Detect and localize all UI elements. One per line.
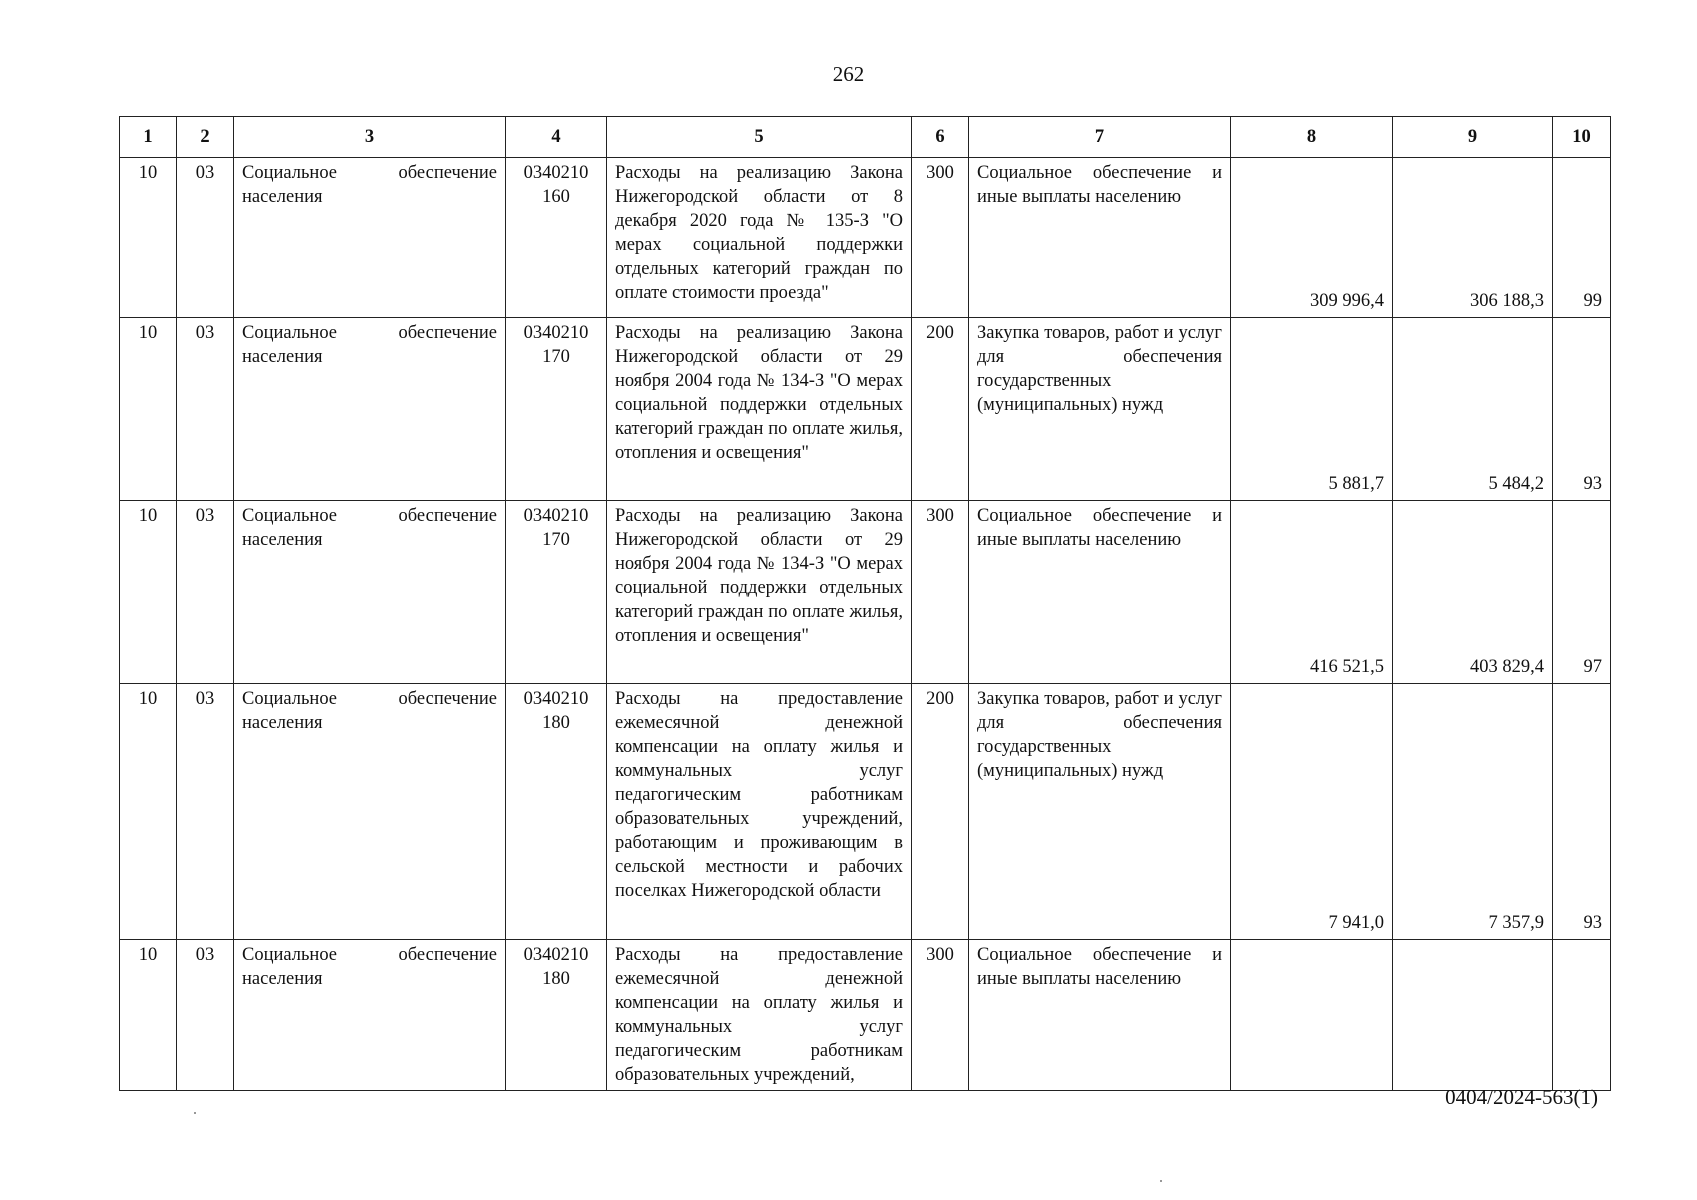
cell-text: Социальное [242,506,338,526]
cell-subsection-name [234,501,506,684]
cell-target-name: Расходы на предоставление ежемесячной денежной компенсации на оплату жилья и коммунальных услуг педагогическим работникам образовательных учреждений, [607,940,912,1091]
table-row [120,158,1611,318]
cell-subsection: 03 [177,940,234,1091]
cell-subsection-name [234,684,506,940]
cell-expense-name: Закупка товаров, работ и услуг для обеспечения государственных (муниципальных) нужд [969,684,1231,940]
column-header-6: 6 [912,117,969,158]
cell-section: 10 [120,318,177,501]
cell-target-name: Расходы на реализацию Закона Нижегородской области от 29 ноября 2004 года № 134-З "О мерах социальной поддержки отдельных категорий граждан по оплате жилья, отопления и освещения" [607,501,912,684]
cell-text: Социальное [242,323,338,343]
cell-text: населения [242,530,323,550]
cell-section: 10 [120,684,177,940]
cell-text: населения [242,187,323,207]
column-header-8: 8 [1231,117,1393,158]
cell-subsection: 03 [177,318,234,501]
cell-planned-amount: 309 996,4 [1231,158,1393,318]
cell-expense-code: 300 [912,501,969,684]
cell-text: Социальное [242,945,338,965]
cell-expense-name: Социальное обеспечение и иные выплаты населению [969,501,1231,684]
cell-target-name: Расходы на реализацию Закона Нижегородской области от 29 ноября 2004 года № 134-З "О мерах социальной поддержки отдельных категорий граждан по оплате жилья, отопления и освещения" [607,318,912,501]
cell-percent [1553,940,1611,1091]
cell-target-code [506,158,607,318]
cell-section: 10 [120,158,177,318]
cell-actual-amount: 306 188,3 [1393,158,1553,318]
cell-subsection-name [234,158,506,318]
column-header-9: 9 [1393,117,1553,158]
table-header-row [120,117,1611,158]
cell-target-code [506,684,607,940]
table-row [120,501,1611,684]
table-body [120,158,1611,1091]
cell-text: обеспечение [398,689,497,709]
cell-section: 10 [120,940,177,1091]
cell-target-name: Расходы на реализацию Закона Нижегородской области от 8 декабря 2020 года № 135-З "О мерах социальной поддержки отдельных категорий граждан по оплате стоимости проезда" [607,158,912,318]
table-row [120,684,1611,940]
cell-text: 180 [542,713,570,733]
column-header-2: 2 [177,117,234,158]
cell-expense-name: Закупка товаров, работ и услуг для обеспечения государственных (муниципальных) нужд [969,318,1231,501]
cell-text: обеспечение [398,323,497,343]
cell-target-code [506,501,607,684]
cell-text: Социальное [242,163,338,183]
column-header-5: 5 [607,117,912,158]
cell-percent: 97 [1553,501,1611,684]
column-header-1: 1 [120,117,177,158]
cell-subsection: 03 [177,684,234,940]
cell-subsection-name [234,940,506,1091]
budget-table [119,116,1611,1091]
cell-actual-amount: 403 829,4 [1393,501,1553,684]
cell-expense-code: 300 [912,158,969,318]
cell-expense-code: 200 [912,684,969,940]
cell-percent: 93 [1553,318,1611,501]
cell-text: 0340210 [523,163,589,183]
cell-target-code [506,318,607,501]
cell-text: обеспечение [398,163,497,183]
cell-target-name: Расходы на предоставление ежемесячной денежной компенсации на оплату жилья и коммунальных услуг педагогическим работникам образовательных учреждений, работающим и проживающим в сельской местности и рабочих поселках Нижегородской области [607,684,912,940]
column-header-10: 10 [1553,117,1611,158]
cell-expense-code: 200 [912,318,969,501]
cell-planned-amount: 416 521,5 [1231,501,1393,684]
cell-text: 0340210 [523,945,589,965]
cell-text: населения [242,969,323,989]
column-header-4: 4 [506,117,607,158]
cell-planned-amount: 7 941,0 [1231,684,1393,940]
scan-speck [1160,1180,1162,1182]
cell-subsection-name [234,318,506,501]
cell-actual-amount: 5 484,2 [1393,318,1553,501]
cell-percent: 93 [1553,684,1611,940]
cell-text: населения [242,347,323,367]
cell-text: Социальное [242,689,338,709]
cell-text: 0340210 [523,689,589,709]
cell-expense-code: 300 [912,940,969,1091]
table-row [120,940,1611,1091]
cell-text: обеспечение [398,945,497,965]
cell-subsection: 03 [177,158,234,318]
cell-planned-amount [1231,940,1393,1091]
cell-percent: 99 [1553,158,1611,318]
cell-text: 180 [542,969,570,989]
cell-text: обеспечение [398,506,497,526]
cell-expense-name: Социальное обеспечение и иные выплаты населению [969,940,1231,1091]
page-number: 262 [832,62,865,86]
cell-planned-amount: 5 881,7 [1231,318,1393,501]
cell-text: 160 [542,187,570,207]
scan-speck [194,1112,196,1114]
column-header-3: 3 [234,117,506,158]
cell-actual-amount [1393,940,1553,1091]
cell-text: населения [242,713,323,733]
document-code: 0404/2024-563(1) [1445,1085,1598,1109]
table-row [120,318,1611,501]
cell-text: 170 [542,530,570,550]
cell-text: 170 [542,347,570,367]
cell-target-code [506,940,607,1091]
cell-expense-name: Социальное обеспечение и иные выплаты населению [969,158,1231,318]
cell-text: 0340210 [523,506,589,526]
cell-text: 0340210 [523,323,589,343]
cell-actual-amount: 7 357,9 [1393,684,1553,940]
cell-section: 10 [120,501,177,684]
cell-subsection: 03 [177,501,234,684]
column-header-7: 7 [969,117,1231,158]
